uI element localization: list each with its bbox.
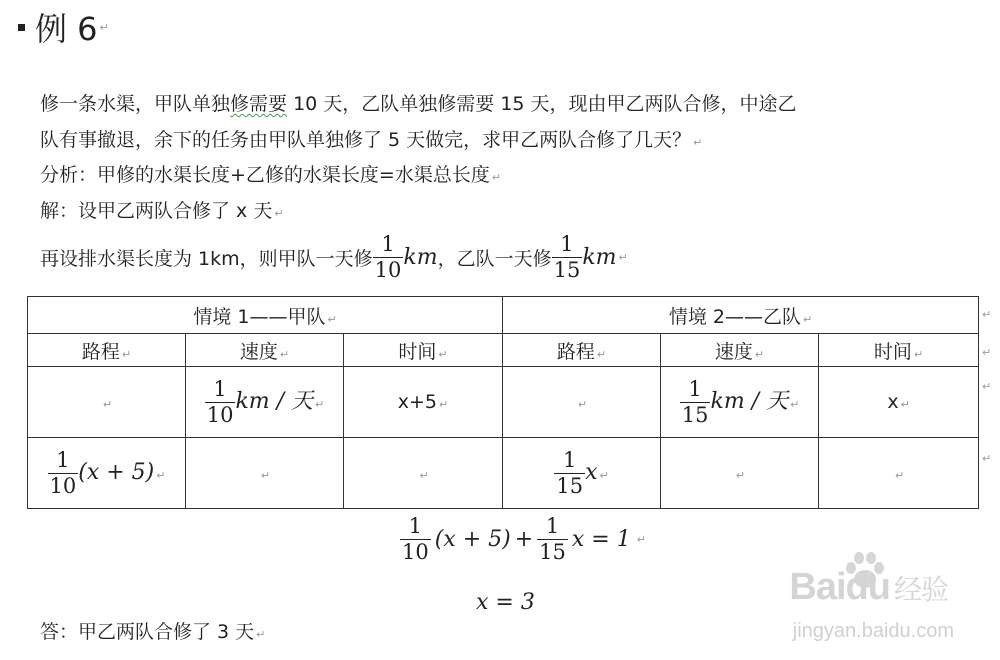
equation-term: x = 1 (571, 527, 631, 552)
fraction-numerator: 1 (563, 447, 577, 472)
time-value: x+5 (397, 391, 438, 413)
paragraph-mark: ↵ (327, 312, 337, 326)
equation-term: (x + 5) (434, 527, 511, 552)
paragraph-mark: ↵ (894, 469, 905, 482)
paragraph-mark: ↵ (99, 20, 109, 34)
column-header (661, 334, 819, 367)
problem-line-1 (40, 92, 797, 116)
assumption-line (40, 232, 628, 283)
paragraph-mark: ↵ (693, 136, 703, 149)
spellcheck-underlined-text: 修需要 (230, 93, 288, 115)
row-end-mark: ↵ (982, 308, 992, 321)
plus-sign: + (514, 527, 534, 552)
distance-fraction-b (554, 448, 585, 499)
paragraph-mark: ↵ (577, 398, 588, 411)
group-header-2 (503, 297, 979, 334)
paragraph-mark: ↵ (900, 398, 910, 411)
group-header-1 (28, 297, 503, 334)
result-text: x = 3 (476, 590, 535, 615)
watermark-url: jingyan.baidu.com (792, 620, 954, 642)
watermark-logo (789, 566, 948, 609)
table-cell (186, 438, 344, 509)
fraction-numerator: 1 (545, 514, 560, 538)
problem-line-2 (40, 128, 702, 155)
speed-unit: km / 天 (710, 388, 789, 414)
header-text: 情境 2——乙队 (668, 305, 801, 328)
table-cell (661, 438, 819, 509)
paragraph-mark: ↵ (256, 628, 266, 641)
watermark-brand: Baidu (789, 566, 890, 608)
paragraph-mark: ↵ (735, 469, 746, 482)
equation-line (400, 514, 646, 565)
answer-text: 答：甲乙两队合修了 3 天 (40, 621, 255, 643)
paragraph-mark: ↵ (260, 469, 271, 482)
watermark-sub: 经验 (893, 574, 948, 605)
unit-text: km (403, 245, 438, 270)
table-cell (344, 438, 503, 509)
solution-line (40, 199, 284, 226)
table-cell (186, 367, 344, 438)
time-value: x (887, 391, 899, 413)
paragraph-mark: ↵ (156, 468, 166, 482)
analysis-line (40, 163, 501, 190)
solution-text: 解：设甲乙两队合修了 x 天 (40, 200, 273, 222)
table-cell (819, 438, 979, 509)
analysis-text: 分析：甲修的水渠长度+乙修的水渠长度=水渠总长度 (40, 164, 490, 186)
equation-fraction-a (400, 514, 431, 565)
paragraph-mark: ↵ (102, 398, 113, 411)
row-end-mark: ↵ (982, 452, 992, 465)
speed-unit: km / 天 (235, 388, 314, 414)
paragraph-mark: ↵ (315, 397, 325, 411)
table-cell (661, 367, 819, 438)
paragraph-mark: ↵ (438, 347, 448, 361)
fraction-numerator: 1 (56, 447, 70, 472)
fraction-denominator: 15 (681, 402, 709, 427)
fraction-numerator: 1 (381, 232, 395, 256)
fraction-numerator: 1 (213, 376, 227, 401)
scenario-table (27, 296, 979, 509)
distance-expression: (x + 5) (78, 459, 155, 485)
paragraph-mark: ↵ (596, 347, 607, 361)
slide-title (18, 4, 109, 50)
paragraph-mark: ↵ (491, 171, 502, 184)
fraction-numerator: 1 (408, 514, 423, 538)
paragraph-mark: ↵ (636, 533, 646, 546)
column-header (503, 334, 661, 367)
fraction-a (373, 232, 404, 283)
fraction-denominator: 10 (49, 473, 77, 498)
paragraph-mark: ↵ (599, 468, 609, 482)
problem-text: 修一条水渠，甲队单独 (40, 93, 231, 115)
fraction-denominator: 15 (539, 540, 566, 564)
column-label: 速度 (239, 340, 278, 363)
table-cell (28, 438, 186, 509)
fraction-numerator: 1 (688, 376, 702, 401)
paragraph-mark: ↵ (419, 469, 429, 482)
header-text: 情境 1——甲队 (193, 305, 326, 328)
fraction-denominator: 10 (402, 540, 429, 564)
problem-text: 10 天，乙队单独修需要 15 天，现由甲乙两队合修，中途乙 (287, 93, 797, 115)
column-header (344, 334, 503, 367)
fraction-denominator: 10 (206, 402, 234, 427)
fraction-numerator: 1 (560, 232, 574, 256)
paragraph-mark: ↵ (618, 251, 628, 264)
column-label: 时间 (398, 340, 437, 363)
paragraph-mark: ↵ (790, 397, 800, 411)
equation-fraction-b (537, 514, 568, 565)
table-cell (344, 367, 503, 438)
table-cell (503, 367, 661, 438)
table-cell (28, 367, 186, 438)
column-label: 时间 (873, 340, 912, 363)
paragraph-mark: ↵ (274, 207, 284, 220)
paragraph-mark: ↵ (754, 347, 765, 361)
column-label: 路程 (556, 340, 595, 363)
fraction-denominator: 15 (556, 473, 584, 498)
column-header (28, 334, 186, 367)
column-header (186, 334, 344, 367)
paragraph-mark: ↵ (279, 347, 290, 361)
fraction-denominator: 10 (374, 258, 402, 282)
column-header (819, 334, 979, 367)
column-label: 速度 (714, 340, 753, 363)
speed-fraction-a (205, 377, 236, 428)
paragraph-mark: ↵ (121, 347, 132, 361)
column-label: 路程 (81, 340, 120, 363)
bullet-icon (18, 24, 25, 31)
row-end-mark: ↵ (982, 380, 992, 393)
paragraph-mark: ↵ (803, 312, 813, 326)
paragraph-mark: ↵ (439, 398, 449, 411)
table-cell (819, 367, 979, 438)
unit-text: km (582, 245, 617, 270)
assumption-text: 再设排水渠长度为 1km，则甲队一天修 (40, 248, 373, 270)
fraction-denominator: 15 (553, 258, 581, 282)
speed-fraction-b (680, 377, 711, 428)
distance-expression: x (585, 459, 598, 485)
paragraph-mark: ↵ (913, 347, 924, 361)
title-text: 例 6 (35, 10, 98, 48)
result-equation (476, 590, 535, 615)
row-end-mark: ↵ (982, 346, 992, 359)
assumption-text: ，乙队一天修 (437, 248, 552, 270)
distance-fraction-a (48, 448, 79, 499)
fraction-b (552, 232, 583, 283)
answer-line (40, 620, 265, 647)
table-cell (503, 438, 661, 509)
problem-text: 队有事撤退，余下的任务由甲队单独修了 5 天做完，求甲乙两队合修了几天？ (40, 129, 692, 151)
